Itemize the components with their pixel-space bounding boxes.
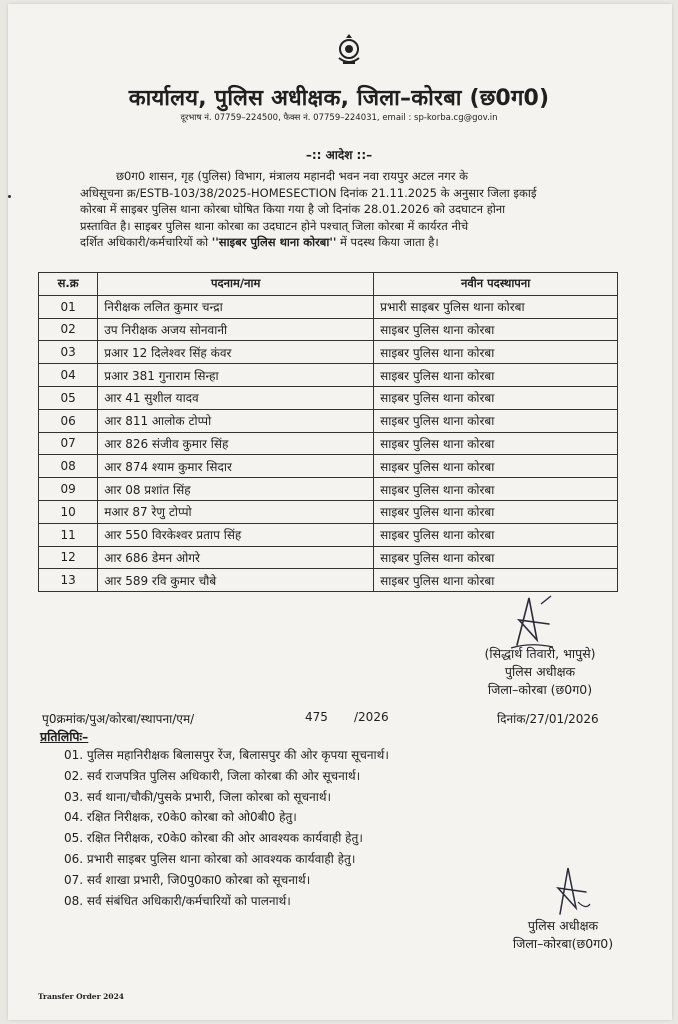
cell-serial: 09 [39,478,98,501]
signatory-district-2: जिला–कोरबा(छ0ग0) [512,936,614,951]
table-header-row [39,273,618,296]
signatory-block-2 [478,917,648,953]
reference-date: दिनांक/27/01/2026 [497,712,599,726]
table-row [39,500,618,523]
cell-serial: 04 [39,364,98,387]
header-posting: नवीन पदस्थापना [374,273,618,296]
cell-posting: साइबर पुलिस थाना कोरबा [374,523,618,546]
footer-tag: Transfer Order 2024 [38,992,125,1001]
copy-to-item: 06. प्रभारी साइबर पुलिस थाना कोरबा को आवश्यक कार्यवाही हेतु। [64,851,356,866]
reference-year: /2026 [354,710,389,724]
cell-posting: साइबर पुलिस थाना कोरबा [374,386,618,409]
signatory-name: (सिद्धार्थ तिवारी, भापुसे) [484,646,596,661]
table-row [39,409,618,432]
cell-name: आर 550 विरकेश्वर प्रताप सिंह [98,523,374,546]
cell-name: आर 08 प्रशांत सिंह [98,478,374,501]
order-line-text: में पदस्थ किया जाता है। [340,235,439,249]
police-emblem-icon [334,32,364,68]
reference-prefix: पृ0क्रमांक/पुअ/कोरबा/स्थापना/एम/ [42,712,195,726]
table-row [39,455,618,478]
header-serial: स.क्र [39,273,98,296]
signature-image-2 [550,862,592,920]
order-line: प्रस्तावित है। साइबर पुलिस थाना कोरबा का उदघाटन होने पश्चात् जिला कोरबा में कार्यरत नीचे [80,218,469,233]
copy-to-item: 03. सर्व थाना/चौकी/पुसके प्रभारी, जिला कोरबा को सूचनार्थ। [64,789,332,804]
margin-dot [8,195,11,198]
order-heading: –:: आदेश ::– [305,148,373,162]
table-row [39,478,618,501]
copy-to-item: 05. रक्षित निरीक्षक, र0के0 कोरबा की ओर आवश्यक कार्यवाही हेतु। [64,831,363,846]
cell-serial: 02 [39,318,98,341]
cell-posting: साइबर पुलिस थाना कोरबा [374,500,618,523]
copy-to-item: 08. सर्व संबंधित अधिकारी/कर्मचारियों को पालनार्थ। [64,893,291,908]
signatory-designation-2: पुलिस अधीक्षक [527,918,599,933]
reference-number: 475 [305,710,328,724]
table-row [39,569,618,592]
cell-name: आर 811 आलोक टोप्पो [98,409,374,432]
table-body [39,295,618,591]
table-row [39,546,618,569]
order-line: कोरबा में साइबर पुलिस थाना कोरबा घोषित किया गया है जो दिनांक 28.01.2026 को उदघाटन होना [80,202,506,216]
header-name: पदनाम/नाम [98,273,374,296]
order-body [80,168,635,251]
copy-to-list [64,745,389,911]
table-row [39,386,618,409]
cell-name: उप निरीक्षक अजय सोनवानी [98,318,374,341]
table-row [39,364,618,387]
cell-serial: 06 [39,409,98,432]
order-line: छ0ग0 शासन, गृह (पुलिस) विभाग, मंत्रालय महानदी भवन नवा रायपुर अटल नगर के [116,169,468,183]
contact-line: दूरभाष नं. 07759–224500, फैक्स नं. 07759–224031, email : sp-korba.cg@gov.in [180,113,498,123]
cell-posting: साइबर पुलिस थाना कोरबा [374,546,618,569]
cell-name: प्रआर 381 गुनाराम सिन्हा [98,364,374,387]
signatory-district: जिला–कोरबा (छ0ग0) [487,682,593,697]
table-row [39,432,618,455]
cell-name: आर 41 सुशील यादव [98,386,374,409]
cell-posting: साइबर पुलिस थाना कोरबा [374,455,618,478]
cell-serial: 11 [39,523,98,546]
cell-posting: साइबर पुलिस थाना कोरबा [374,409,618,432]
copy-to-item: 01. पुलिस महानिरीक्षक बिलासपुर रेंज, बिलासपुर की ओर कृपया सूचनार्थ। [64,748,389,762]
cell-name: मआर 87 रेणु टोप्पो [98,500,374,523]
signatory-block [440,645,640,699]
cell-serial: 05 [39,386,98,409]
copy-to-item: 07. सर्व शाखा प्रभारी, जि0पु0का0 कोरबा को सूचनार्थ। [64,872,311,887]
table-row [39,341,618,364]
order-line-text: दर्शित अधिकारी/कर्मचारियों को [80,235,209,249]
cell-name: निरीक्षक ललित कुमार चन्द्रा [98,295,374,318]
cell-name: आर 874 श्याम कुमार सिदार [98,455,374,478]
cell-name: आर 686 डेमन ओगरे [98,546,374,569]
cell-serial: 10 [39,500,98,523]
cell-name: आर 826 संजीव कुमार सिंह [98,432,374,455]
copy-to-item: 04. रक्षित निरीक्षक, र0के0 कोरबा को ओ0बी0 हेतु। [64,810,297,825]
copy-to-item: 02. सर्व राजपत्रित पुलिस अधिकारी, जिला कोरबा की ओर सूचनार्थ। [64,768,361,783]
signature-image [505,590,555,650]
cell-serial: 07 [39,432,98,455]
cell-serial: 01 [39,295,98,318]
copy-to-title: प्रतिलिपिः– [40,729,89,744]
table-row [39,295,618,318]
cell-serial: 03 [39,341,98,364]
cell-name: प्रआर 12 दिलेश्वर सिंह कंवर [98,341,374,364]
office-title: कार्यालय, पुलिस अधीक्षक, जिला–कोरबा (छ0ग0) [128,86,550,111]
posting-table [38,272,618,592]
cell-serial: 08 [39,455,98,478]
cell-serial: 13 [39,569,98,592]
cell-posting: साइबर पुलिस थाना कोरबा [374,341,618,364]
cell-posting: साइबर पुलिस थाना कोरबा [374,318,618,341]
cell-posting: साइबर पुलिस थाना कोरबा [374,569,618,592]
cell-posting: साइबर पुलिस थाना कोरबा [374,432,618,455]
cell-serial: 12 [39,546,98,569]
signatory-designation: पुलिस अधीक्षक [504,664,576,679]
cell-name: आर 589 रवि कुमार चौबे [98,569,374,592]
cell-posting: प्रभारी साइबर पुलिस थाना कोरबा [374,295,618,318]
cell-posting: साइबर पुलिस थाना कोरबा [374,364,618,387]
table-row [39,318,618,341]
table-row [39,523,618,546]
order-line: अधिसूचना क्र/ESTB-103/38/2025-HOMESECTION दिनांक 21.11.2025 के अनुसार जिला इकाई [80,185,537,200]
cell-posting: साइबर पुलिस थाना कोरबा [374,478,618,501]
posting-name-bold: ''साइबर पुलिस थाना कोरबा'' [211,235,337,249]
order-line-last [80,234,635,251]
